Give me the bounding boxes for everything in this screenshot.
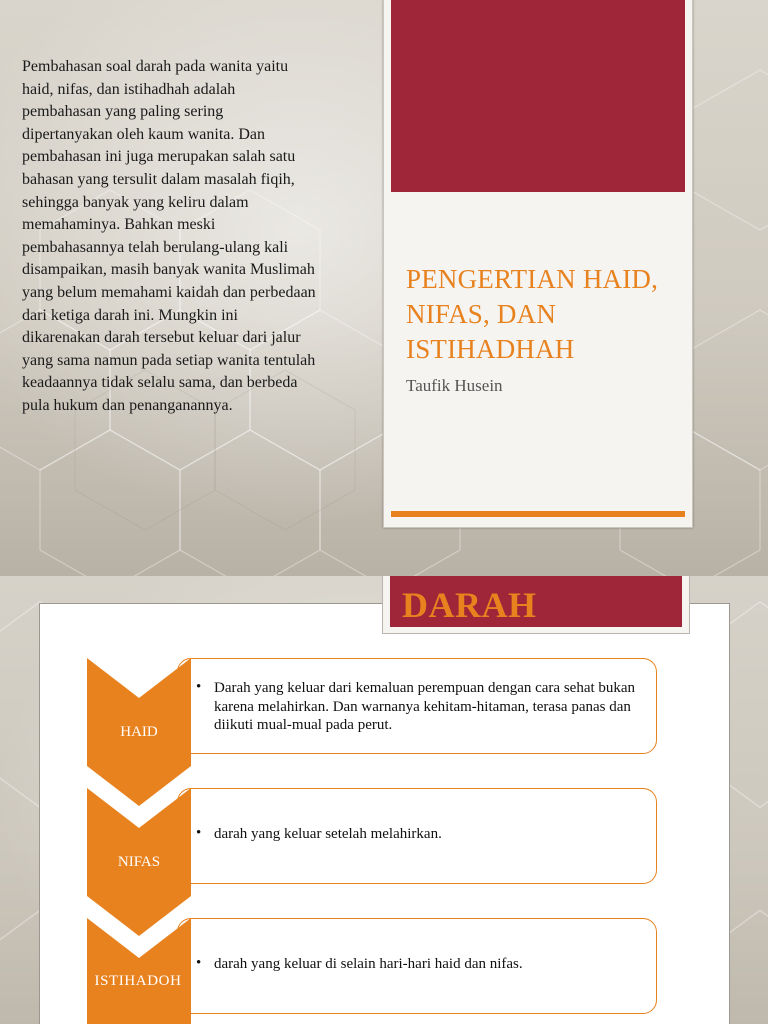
term-description-box	[177, 658, 657, 754]
term-description: Darah yang keluar dari kemaluan perempuan dengan cara sehat bukan karena melahirkan. Dan warnanya kehitam-hitaman, terasa panas dan diikuti mual-mual pada perut.	[214, 680, 636, 733]
slide-title-heading: PENGERTIAN HAID, NIFAS, DAN ISTIHADHAH	[406, 264, 659, 364]
term-label: HAID	[120, 724, 158, 740]
term-row-istihadoh	[87, 918, 659, 1015]
heading-card	[382, 576, 690, 634]
term-row-haid	[87, 658, 659, 755]
term-label: ISTIHADOH	[94, 973, 182, 989]
slide-darah	[0, 576, 768, 1024]
title-card	[383, 0, 693, 528]
term-description-box	[177, 918, 657, 1014]
bullet-icon: •	[196, 955, 202, 971]
bullet-icon: •	[196, 825, 202, 841]
slide-heading: DARAH	[402, 585, 537, 625]
term-description: darah yang keluar di selain hari-hari haid dan nifas.	[214, 956, 523, 972]
term-description-box	[177, 788, 657, 884]
title-card-maroon-block	[391, 0, 685, 192]
term-description: darah yang keluar setelah melahirkan.	[214, 826, 442, 842]
author-name: Taufik Husein	[406, 376, 503, 395]
orange-accent-line	[391, 511, 685, 517]
term-label: NIFAS	[117, 854, 161, 870]
heading-maroon-block	[390, 576, 682, 627]
intro-paragraph: Pembahasan soal darah pada wanita yaitu haid, nifas, dan istihadhah adalah pembahasan yang paling sering dipertanyakan oleh kaum wanita. Dan pembahasan ini juga merupakan salah satu bahasan yang tersulit dalam masalah fiqih, sehingga banyak yang keliru dalam memahaminya. Bahkan meski pembahasannya telah berulang-ulang kali disampaikan, masih banyak wanita Muslimah yang belum memahami kaidah dan perbedaan dari ketiga darah ini. Mungkin ini dikarenakan darah tersebut keluar dari jalur yang sama namun pada setiap wanita tentulah keadaannya tidak selalu sama, dan berbeda pula hukum dan penanganannya.	[22, 58, 316, 414]
term-row-nifas	[87, 788, 659, 885]
bullet-icon: •	[196, 679, 202, 695]
